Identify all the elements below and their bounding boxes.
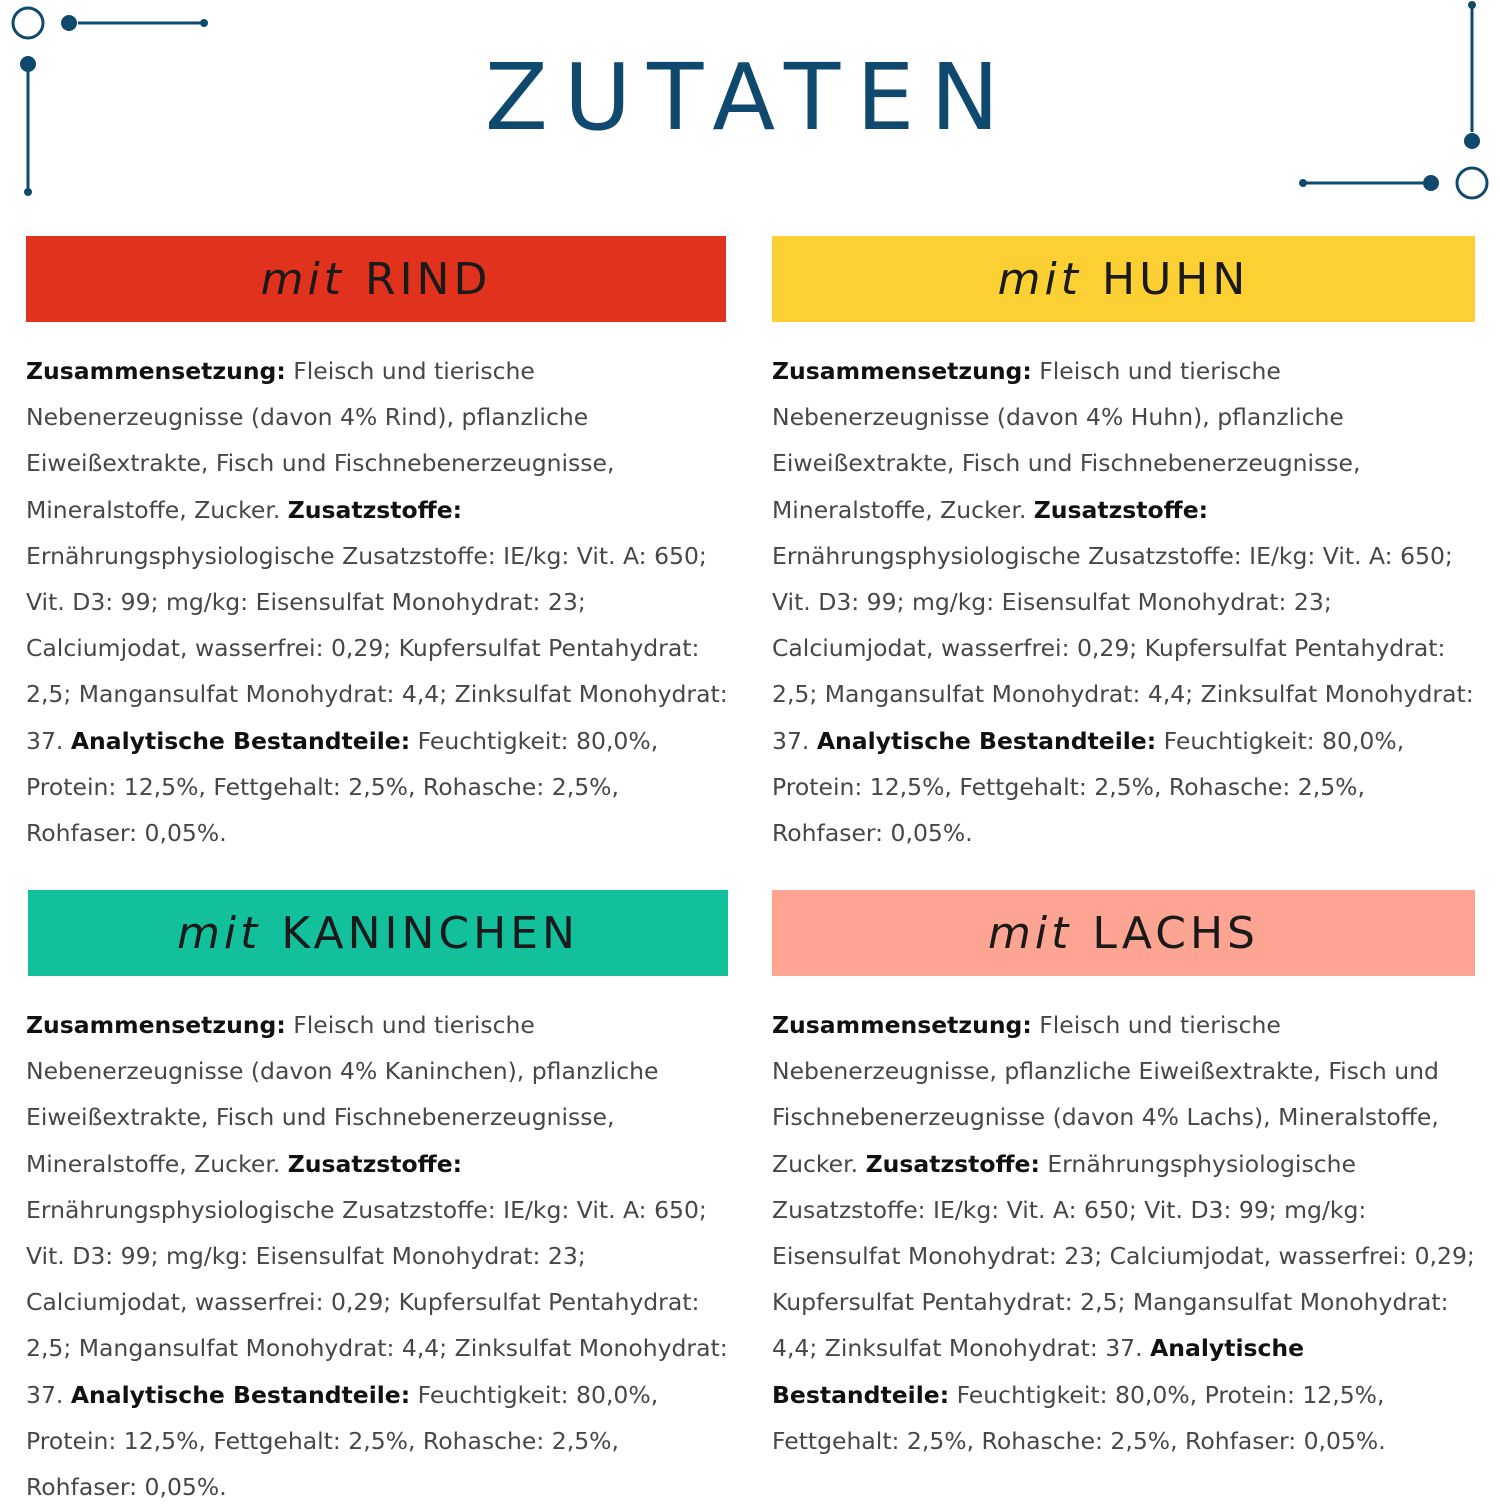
label-additives: Zusatzstoffe: — [1033, 495, 1209, 524]
label-analysis: Analytische Bestandteile: — [70, 726, 411, 755]
card-header-rind — [26, 236, 726, 322]
label-composition: Zusammensetzung: — [772, 1011, 1032, 1039]
card-body-kaninchen — [26, 1002, 736, 1510]
ingredient-card-kaninchen — [26, 890, 736, 1510]
ingredient-card-huhn — [772, 236, 1482, 856]
additives-text: Ernährungsphysiologische Zusatzstoffe: IE/kg: Vit. A: 650; Vit. D3: 99; mg/kg: Eisensulfat Monohydrat: 23; Calciumjodat, wasserfrei: 0,29; Kupfersulfat Pentahydrat: 2,5; Mangansulfat Monohydrat: 4,4; Zinksulfat Monohydrat: 37. — [26, 541, 728, 755]
label-composition: Zusammensetzung: — [772, 357, 1032, 385]
card-prefix: mit — [997, 253, 1083, 305]
analysis-text: Feuchtigkeit: 80,0%, Protein: 12,5%, Fettgehalt: 2,5%, Rohasche: 2,5%, Rohfaser: 0,05%. — [772, 726, 1405, 848]
card-header-huhn — [772, 236, 1475, 322]
label-additives: Zusatzstoffe: — [287, 1149, 463, 1178]
label-analysis: Analytische Bestandteile: — [816, 726, 1157, 755]
ingredient-card-rind — [26, 236, 736, 856]
additives-text: Ernährungsphysiologische Zusatzstoffe: IE/kg: Vit. A: 650; Vit. D3: 99; mg/kg: Eisensulfat Monohydrat: 23; Calciumjodat, wasserfrei: 0,29; Kupfersulfat Pentahydrat: 2,5; Mangansulfat Monohydrat: 4,4; Zinksulfat Monohydrat: 37. — [26, 1195, 728, 1409]
label-composition: Zusammensetzung: — [26, 357, 286, 385]
additives-text: Ernährungsphysiologische Zusatzstoffe: IE/kg: Vit. A: 650; Vit. D3: 99; mg/kg: Eisensulfat Monohydrat: 23; Calciumjodat, wasserfrei: 0,29; Kupfersulfat Pentahydrat: 2,5; Mangansulfat Monohydrat: 4,4; Zinksulfat Monohydrat: 37. — [772, 541, 1474, 755]
card-header-kaninchen — [28, 890, 728, 976]
card-prefix: mit — [260, 253, 345, 305]
page-title: ZUTATEN — [484, 44, 1016, 151]
label-analysis: Analytische Bestandteile: — [70, 1380, 411, 1409]
additives-text: Ernährungsphysiologische Zusatzstoffe: IE/kg: Vit. A: 650; Vit. D3: 99; mg/kg: Eisensulfat Monohydrat: 23; Calciumjodat, wasserfrei: 0,29; Kupfersulfat Pentahydrat: 2,5; Mangansulfat Monohydrat: 4,4; Zinksulfat Monohydrat: 37. — [772, 1149, 1475, 1363]
label-analysis: Analytische Bestandteile: — [772, 1334, 1305, 1409]
label-composition: Zusammensetzung: — [26, 1011, 286, 1039]
composition-text: Fleisch und tierische Nebenerzeugnisse (davon 4% Huhn), pflanzliche Eiweißextrakte, Fisch und Fischnebenerzeugnisse, Mineralstoffe, Zucker. — [772, 357, 1361, 524]
analysis-text: Feuchtigkeit: 80,0%, Protein: 12,5%, Fettgehalt: 2,5%, Rohasche: 2,5%, Rohfaser: 0,05%. — [26, 726, 659, 848]
composition-text: Fleisch und tierische Nebenerzeugnisse (davon 4% Rind), pflanzliche Eiweißextrakte, Fisch und Fischnebenerzeugnisse, Mineralstoffe, Zucker. — [26, 357, 615, 524]
card-prefix: mit — [988, 907, 1073, 959]
card-flavor-name: HUHN — [1102, 253, 1250, 305]
ingredient-card-lachs — [772, 890, 1482, 1464]
composition-text: Fleisch und tierische Nebenerzeugnisse, pflanzliche Eiweißextrakte, Fisch und Fischnebenerzeugnisse (davon 4% Lachs), Mineralstoffe, Zucker. — [772, 1011, 1439, 1178]
card-flavor-name: RIND — [365, 253, 492, 305]
card-header-lachs — [772, 890, 1475, 976]
analysis-text: Feuchtigkeit: 80,0%, Protein: 12,5%, Fettgehalt: 2,5%, Rohasche: 2,5%, Rohfaser: 0,05%. — [772, 1380, 1386, 1455]
analysis-text: Feuchtigkeit: 80,0%, Protein: 12,5%, Fettgehalt: 2,5%, Rohasche: 2,5%, Rohfaser: 0,05%. — [26, 1380, 659, 1502]
card-body-lachs — [772, 1002, 1482, 1464]
card-prefix: mit — [177, 907, 262, 959]
card-flavor-name: KANINCHEN — [281, 907, 579, 959]
composition-text: Fleisch und tierische Nebenerzeugnisse (davon 4% Kaninchen), pflanzliche Eiweißextrakte, Fisch und Fischnebenerzeugnisse, Mineralstoffe, Zucker. — [26, 1011, 659, 1178]
label-additives: Zusatzstoffe: — [865, 1149, 1040, 1178]
card-body-huhn — [772, 348, 1482, 856]
card-flavor-name: LACHS — [1092, 907, 1259, 959]
label-additives: Zusatzstoffe: — [287, 495, 463, 524]
card-body-rind — [26, 348, 736, 856]
